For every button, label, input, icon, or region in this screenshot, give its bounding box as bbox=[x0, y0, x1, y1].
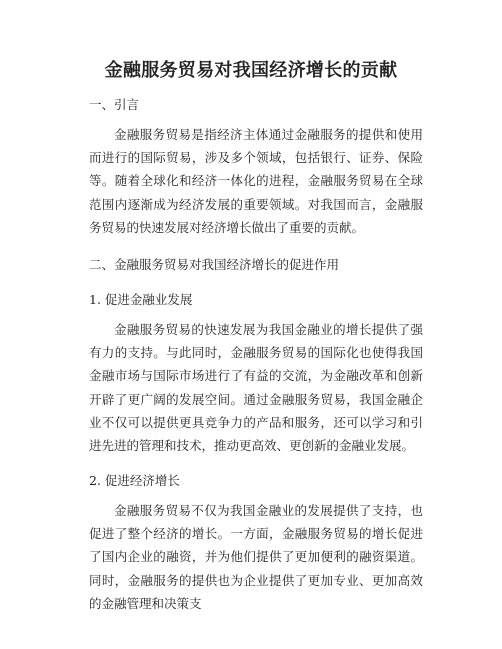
subsection-heading-financial-industry: 1. 促进金融业发展 bbox=[89, 292, 193, 307]
section-heading-promotion: 二、金融服务贸易对我国经济增长的促进作用 bbox=[89, 257, 340, 272]
intro-paragraph: 金融服务贸易是指经济主体通过金融服务的提供和使用而进行的国际贸易，涉及多个领域，包括银行、证券、保险等。随着全球化和经济一体化的进程，金融服务贸易在全球范围内逐渐成为经济发展的重要领域。对我国而言，金融服务贸易的快速发展对经济增长做出了重要的贡献。 bbox=[89, 127, 423, 235]
financial-industry-paragraph: 金融服务贸易的快速发展为我国金融业的增长提供了强有力的支持。与此同时，金融服务贸易的国际化也使得我国金融市场与国际市场进行了有益的交流，为金融改革和创新开辟了更广阔的发展空间。通过金融服务贸易，我国金融企业不仅可以提供更具竞争力的产品和服务，还可以学习和引进先进的管理和技术，推动更高效、更创新的金融业发展。 bbox=[89, 322, 423, 454]
section-heading-introduction: 一、引言 bbox=[89, 97, 140, 112]
document-title: 金融服务贸易对我国经济增长的贡献 bbox=[104, 60, 398, 81]
subsection-heading-economic-growth: 2. 促进经济增长 bbox=[89, 473, 180, 488]
economic-growth-paragraph: 金融服务贸易不仅为我国金融业的发展提供了支持，也促进了整个经济的增长。一方面，金融服务贸易的增长促进了国内企业的融资，并为他们提供了更加便利的融资渠道。同时，金融服务的提供也为企业提供了更加专业、更加高效的金融管理和决策支 bbox=[89, 503, 423, 611]
